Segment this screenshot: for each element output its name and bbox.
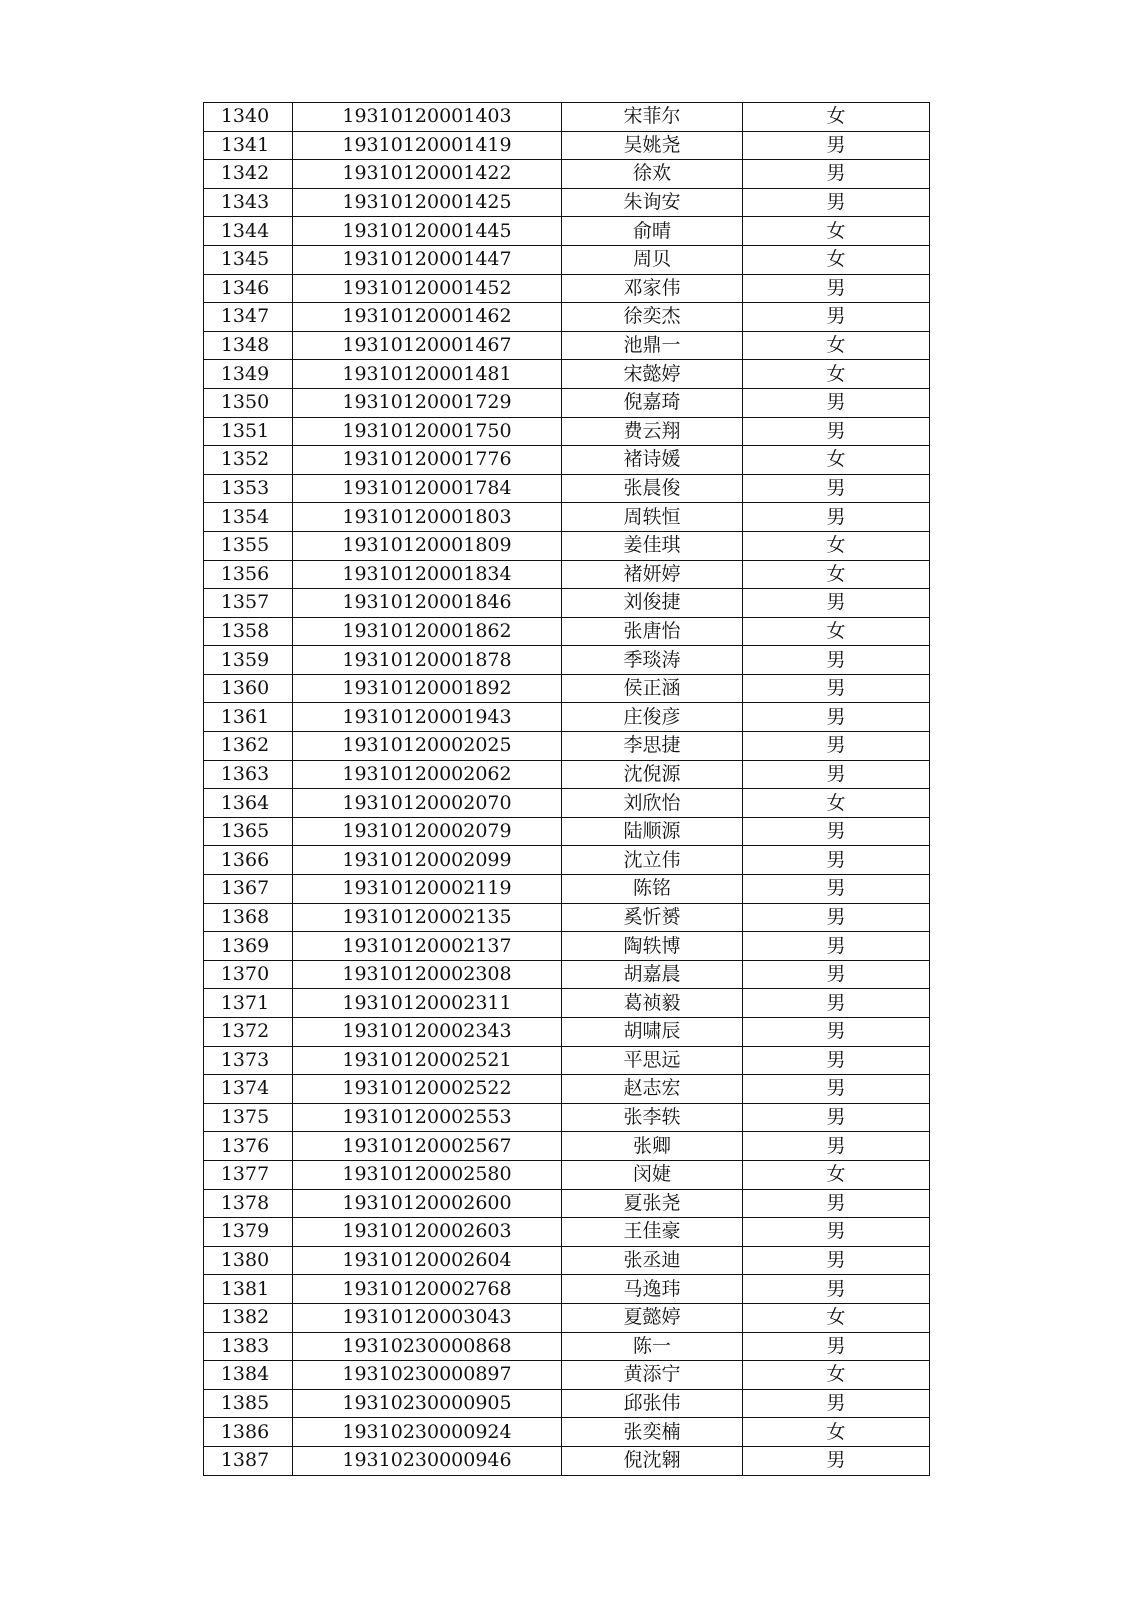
gender-cell: 男 bbox=[743, 674, 930, 703]
roster-body bbox=[204, 103, 930, 1476]
gender-cell: 男 bbox=[743, 188, 930, 217]
student-id-cell: 19310120001462 bbox=[293, 303, 562, 332]
gender-cell: 女 bbox=[743, 560, 930, 589]
student-name-cell: 张丞迪 bbox=[562, 1246, 743, 1275]
sequence-number-cell: 1366 bbox=[204, 846, 293, 875]
student-name-cell: 张晨俊 bbox=[562, 474, 743, 503]
gender-cell: 男 bbox=[743, 875, 930, 904]
sequence-number-cell: 1375 bbox=[204, 1103, 293, 1132]
table-row bbox=[204, 875, 930, 904]
student-name-cell: 徐奕杰 bbox=[562, 303, 743, 332]
student-id-cell: 19310120002070 bbox=[293, 789, 562, 818]
student-name-cell: 宋懿婷 bbox=[562, 360, 743, 389]
table-row bbox=[204, 217, 930, 246]
student-id-cell: 19310120001776 bbox=[293, 446, 562, 475]
table-row bbox=[204, 1332, 930, 1361]
student-id-cell: 19310120001467 bbox=[293, 331, 562, 360]
sequence-number-cell: 1341 bbox=[204, 131, 293, 160]
student-name-cell: 沈倪源 bbox=[562, 760, 743, 789]
student-name-cell: 朱询安 bbox=[562, 188, 743, 217]
gender-cell: 女 bbox=[743, 446, 930, 475]
gender-cell: 女 bbox=[743, 331, 930, 360]
student-name-cell: 刘俊捷 bbox=[562, 589, 743, 618]
student-name-cell: 吴姚尧 bbox=[562, 131, 743, 160]
gender-cell: 男 bbox=[743, 760, 930, 789]
student-id-cell: 19310120001784 bbox=[293, 474, 562, 503]
student-name-cell: 俞晴 bbox=[562, 217, 743, 246]
student-name-cell: 周贝 bbox=[562, 245, 743, 274]
student-name-cell: 张唐怡 bbox=[562, 617, 743, 646]
gender-cell: 女 bbox=[743, 1361, 930, 1390]
sequence-number-cell: 1369 bbox=[204, 932, 293, 961]
student-name-cell: 胡嘉晨 bbox=[562, 960, 743, 989]
gender-cell: 男 bbox=[743, 1103, 930, 1132]
student-id-cell: 19310120002137 bbox=[293, 932, 562, 961]
student-name-cell: 沈立伟 bbox=[562, 846, 743, 875]
sequence-number-cell: 1383 bbox=[204, 1332, 293, 1361]
student-id-cell: 19310120001862 bbox=[293, 617, 562, 646]
student-name-cell: 陈一 bbox=[562, 1332, 743, 1361]
table-row bbox=[204, 1132, 930, 1161]
sequence-number-cell: 1356 bbox=[204, 560, 293, 589]
gender-cell: 女 bbox=[743, 1160, 930, 1189]
table-row bbox=[204, 903, 930, 932]
sequence-number-cell: 1385 bbox=[204, 1389, 293, 1418]
sequence-number-cell: 1344 bbox=[204, 217, 293, 246]
gender-cell: 男 bbox=[743, 589, 930, 618]
student-name-cell: 张奕楠 bbox=[562, 1418, 743, 1447]
table-row bbox=[204, 674, 930, 703]
student-id-cell: 19310120001403 bbox=[293, 103, 562, 132]
gender-cell: 女 bbox=[743, 103, 930, 132]
table-row bbox=[204, 474, 930, 503]
sequence-number-cell: 1371 bbox=[204, 989, 293, 1018]
student-name-cell: 闵婕 bbox=[562, 1160, 743, 1189]
student-id-cell: 19310230000924 bbox=[293, 1418, 562, 1447]
sequence-number-cell: 1363 bbox=[204, 760, 293, 789]
student-name-cell: 季琰涛 bbox=[562, 646, 743, 675]
student-name-cell: 张李轶 bbox=[562, 1103, 743, 1132]
sequence-number-cell: 1355 bbox=[204, 531, 293, 560]
sequence-number-cell: 1357 bbox=[204, 589, 293, 618]
student-name-cell: 陈铭 bbox=[562, 875, 743, 904]
student-name-cell: 王佳豪 bbox=[562, 1218, 743, 1247]
table-row bbox=[204, 617, 930, 646]
table-row bbox=[204, 160, 930, 189]
table-row bbox=[204, 846, 930, 875]
student-id-cell: 19310120001445 bbox=[293, 217, 562, 246]
table-row bbox=[204, 1303, 930, 1332]
table-row bbox=[204, 703, 930, 732]
gender-cell: 女 bbox=[743, 617, 930, 646]
student-id-cell: 19310120001803 bbox=[293, 503, 562, 532]
table-row bbox=[204, 360, 930, 389]
gender-cell: 男 bbox=[743, 503, 930, 532]
gender-cell: 男 bbox=[743, 1132, 930, 1161]
student-id-cell: 19310120002099 bbox=[293, 846, 562, 875]
table-row bbox=[204, 932, 930, 961]
student-name-cell: 刘欣怡 bbox=[562, 789, 743, 818]
student-id-cell: 19310120002567 bbox=[293, 1132, 562, 1161]
student-id-cell: 19310120001878 bbox=[293, 646, 562, 675]
sequence-number-cell: 1342 bbox=[204, 160, 293, 189]
table-row bbox=[204, 1418, 930, 1447]
gender-cell: 男 bbox=[743, 274, 930, 303]
student-name-cell: 周轶恒 bbox=[562, 503, 743, 532]
table-row bbox=[204, 732, 930, 761]
student-id-cell: 19310120001422 bbox=[293, 160, 562, 189]
student-name-cell: 夏张尧 bbox=[562, 1189, 743, 1218]
gender-cell: 女 bbox=[743, 217, 930, 246]
gender-cell: 男 bbox=[743, 903, 930, 932]
student-name-cell: 姜佳琪 bbox=[562, 531, 743, 560]
gender-cell: 男 bbox=[743, 1018, 930, 1047]
table-row bbox=[204, 1046, 930, 1075]
student-id-cell: 19310120002603 bbox=[293, 1218, 562, 1247]
student-name-cell: 倪嘉琦 bbox=[562, 388, 743, 417]
student-id-cell: 19310120002311 bbox=[293, 989, 562, 1018]
gender-cell: 男 bbox=[743, 817, 930, 846]
student-name-cell: 夏懿婷 bbox=[562, 1303, 743, 1332]
student-id-cell: 19310120002521 bbox=[293, 1046, 562, 1075]
student-id-cell: 19310120001447 bbox=[293, 245, 562, 274]
student-name-cell: 平思远 bbox=[562, 1046, 743, 1075]
table-row bbox=[204, 789, 930, 818]
table-row bbox=[204, 1218, 930, 1247]
table-row bbox=[204, 1275, 930, 1304]
table-row bbox=[204, 1389, 930, 1418]
table-row bbox=[204, 1189, 930, 1218]
student-name-cell: 李思捷 bbox=[562, 732, 743, 761]
sequence-number-cell: 1386 bbox=[204, 1418, 293, 1447]
student-id-cell: 19310230000897 bbox=[293, 1361, 562, 1390]
sequence-number-cell: 1384 bbox=[204, 1361, 293, 1390]
sequence-number-cell: 1364 bbox=[204, 789, 293, 818]
student-name-cell: 赵志宏 bbox=[562, 1075, 743, 1104]
gender-cell: 女 bbox=[743, 1303, 930, 1332]
student-name-cell: 侯正涵 bbox=[562, 674, 743, 703]
sequence-number-cell: 1376 bbox=[204, 1132, 293, 1161]
student-name-cell: 邓家伟 bbox=[562, 274, 743, 303]
student-id-cell: 19310120002522 bbox=[293, 1075, 562, 1104]
sequence-number-cell: 1361 bbox=[204, 703, 293, 732]
table-row bbox=[204, 960, 930, 989]
sequence-number-cell: 1362 bbox=[204, 732, 293, 761]
sequence-number-cell: 1382 bbox=[204, 1303, 293, 1332]
gender-cell: 男 bbox=[743, 1332, 930, 1361]
student-id-cell: 19310120001425 bbox=[293, 188, 562, 217]
student-name-cell: 徐欢 bbox=[562, 160, 743, 189]
gender-cell: 男 bbox=[743, 417, 930, 446]
gender-cell: 男 bbox=[743, 1218, 930, 1247]
student-id-cell: 19310120001452 bbox=[293, 274, 562, 303]
table-row bbox=[204, 417, 930, 446]
student-id-cell: 19310120003043 bbox=[293, 1303, 562, 1332]
table-row bbox=[204, 531, 930, 560]
student-name-cell: 胡啸辰 bbox=[562, 1018, 743, 1047]
table-row bbox=[204, 446, 930, 475]
gender-cell: 男 bbox=[743, 388, 930, 417]
gender-cell: 男 bbox=[743, 1446, 930, 1475]
gender-cell: 女 bbox=[743, 531, 930, 560]
student-id-cell: 19310230000868 bbox=[293, 1332, 562, 1361]
sequence-number-cell: 1370 bbox=[204, 960, 293, 989]
sequence-number-cell: 1351 bbox=[204, 417, 293, 446]
sequence-number-cell: 1380 bbox=[204, 1246, 293, 1275]
student-id-cell: 19310120002553 bbox=[293, 1103, 562, 1132]
sequence-number-cell: 1340 bbox=[204, 103, 293, 132]
student-name-cell: 张卿 bbox=[562, 1132, 743, 1161]
student-name-cell: 葛祯毅 bbox=[562, 989, 743, 1018]
student-id-cell: 19310120002079 bbox=[293, 817, 562, 846]
gender-cell: 男 bbox=[743, 646, 930, 675]
gender-cell: 男 bbox=[743, 703, 930, 732]
student-name-cell: 黄添宁 bbox=[562, 1361, 743, 1390]
student-id-cell: 19310120001481 bbox=[293, 360, 562, 389]
table-row bbox=[204, 188, 930, 217]
student-id-cell: 19310120001943 bbox=[293, 703, 562, 732]
sequence-number-cell: 1358 bbox=[204, 617, 293, 646]
student-id-cell: 19310230000905 bbox=[293, 1389, 562, 1418]
table-row bbox=[204, 989, 930, 1018]
student-id-cell: 19310120002062 bbox=[293, 760, 562, 789]
sequence-number-cell: 1381 bbox=[204, 1275, 293, 1304]
table-row bbox=[204, 1446, 930, 1475]
student-id-cell: 19310120001729 bbox=[293, 388, 562, 417]
table-row bbox=[204, 303, 930, 332]
student-id-cell: 19310120001892 bbox=[293, 674, 562, 703]
gender-cell: 男 bbox=[743, 160, 930, 189]
student-id-cell: 19310120001834 bbox=[293, 560, 562, 589]
table-row bbox=[204, 331, 930, 360]
table-row bbox=[204, 388, 930, 417]
student-name-cell: 邱张伟 bbox=[562, 1389, 743, 1418]
gender-cell: 女 bbox=[743, 789, 930, 818]
gender-cell: 男 bbox=[743, 1246, 930, 1275]
gender-cell: 男 bbox=[743, 732, 930, 761]
student-id-cell: 19310120001750 bbox=[293, 417, 562, 446]
table-row bbox=[204, 274, 930, 303]
gender-cell: 男 bbox=[743, 989, 930, 1018]
sequence-number-cell: 1359 bbox=[204, 646, 293, 675]
sequence-number-cell: 1347 bbox=[204, 303, 293, 332]
sequence-number-cell: 1354 bbox=[204, 503, 293, 532]
sequence-number-cell: 1353 bbox=[204, 474, 293, 503]
student-id-cell: 19310120002580 bbox=[293, 1160, 562, 1189]
student-id-cell: 19310120002604 bbox=[293, 1246, 562, 1275]
student-id-cell: 19310120002308 bbox=[293, 960, 562, 989]
student-name-cell: 倪沈翱 bbox=[562, 1446, 743, 1475]
sequence-number-cell: 1365 bbox=[204, 817, 293, 846]
table-row bbox=[204, 817, 930, 846]
table-row bbox=[204, 1160, 930, 1189]
table-row bbox=[204, 1361, 930, 1390]
gender-cell: 男 bbox=[743, 846, 930, 875]
gender-cell: 男 bbox=[743, 960, 930, 989]
student-name-cell: 费云翔 bbox=[562, 417, 743, 446]
sequence-number-cell: 1352 bbox=[204, 446, 293, 475]
table-row bbox=[204, 589, 930, 618]
table-row bbox=[204, 245, 930, 274]
gender-cell: 女 bbox=[743, 1418, 930, 1447]
sequence-number-cell: 1350 bbox=[204, 388, 293, 417]
sequence-number-cell: 1348 bbox=[204, 331, 293, 360]
table-row bbox=[204, 131, 930, 160]
gender-cell: 男 bbox=[743, 303, 930, 332]
table-row bbox=[204, 760, 930, 789]
student-name-cell: 马逸玮 bbox=[562, 1275, 743, 1304]
student-name-cell: 池鼎一 bbox=[562, 331, 743, 360]
student-id-cell: 19310120001419 bbox=[293, 131, 562, 160]
student-name-cell: 褚妍婷 bbox=[562, 560, 743, 589]
sequence-number-cell: 1349 bbox=[204, 360, 293, 389]
sequence-number-cell: 1360 bbox=[204, 674, 293, 703]
student-id-cell: 19310120002343 bbox=[293, 1018, 562, 1047]
sequence-number-cell: 1367 bbox=[204, 875, 293, 904]
student-id-cell: 19310120002600 bbox=[293, 1189, 562, 1218]
student-name-cell: 庄俊彦 bbox=[562, 703, 743, 732]
student-name-cell: 陶轶博 bbox=[562, 932, 743, 961]
sequence-number-cell: 1377 bbox=[204, 1160, 293, 1189]
sequence-number-cell: 1373 bbox=[204, 1046, 293, 1075]
gender-cell: 女 bbox=[743, 360, 930, 389]
student-name-cell: 宋菲尔 bbox=[562, 103, 743, 132]
student-name-cell: 褚诗媛 bbox=[562, 446, 743, 475]
table-row bbox=[204, 103, 930, 132]
sequence-number-cell: 1345 bbox=[204, 245, 293, 274]
table-row bbox=[204, 1103, 930, 1132]
sequence-number-cell: 1343 bbox=[204, 188, 293, 217]
gender-cell: 男 bbox=[743, 1389, 930, 1418]
gender-cell: 男 bbox=[743, 131, 930, 160]
table-row bbox=[204, 1018, 930, 1047]
student-id-cell: 19310120001846 bbox=[293, 589, 562, 618]
table-row bbox=[204, 503, 930, 532]
sequence-number-cell: 1378 bbox=[204, 1189, 293, 1218]
gender-cell: 男 bbox=[743, 932, 930, 961]
student-id-cell: 19310120001809 bbox=[293, 531, 562, 560]
student-id-cell: 19310120002135 bbox=[293, 903, 562, 932]
student-id-cell: 19310120002768 bbox=[293, 1275, 562, 1304]
gender-cell: 男 bbox=[743, 1275, 930, 1304]
gender-cell: 女 bbox=[743, 245, 930, 274]
sequence-number-cell: 1368 bbox=[204, 903, 293, 932]
student-id-cell: 19310120002119 bbox=[293, 875, 562, 904]
student-name-cell: 陆顺源 bbox=[562, 817, 743, 846]
table-row bbox=[204, 560, 930, 589]
gender-cell: 男 bbox=[743, 1189, 930, 1218]
student-name-cell: 奚忻赟 bbox=[562, 903, 743, 932]
student-id-cell: 19310120002025 bbox=[293, 732, 562, 761]
sequence-number-cell: 1372 bbox=[204, 1018, 293, 1047]
gender-cell: 男 bbox=[743, 474, 930, 503]
table-row bbox=[204, 1075, 930, 1104]
table-row bbox=[204, 1246, 930, 1275]
sequence-number-cell: 1379 bbox=[204, 1218, 293, 1247]
gender-cell: 男 bbox=[743, 1075, 930, 1104]
student-roster-table bbox=[203, 102, 930, 1476]
sequence-number-cell: 1387 bbox=[204, 1446, 293, 1475]
sequence-number-cell: 1374 bbox=[204, 1075, 293, 1104]
sequence-number-cell: 1346 bbox=[204, 274, 293, 303]
gender-cell: 男 bbox=[743, 1046, 930, 1075]
table-row bbox=[204, 646, 930, 675]
student-id-cell: 19310230000946 bbox=[293, 1446, 562, 1475]
